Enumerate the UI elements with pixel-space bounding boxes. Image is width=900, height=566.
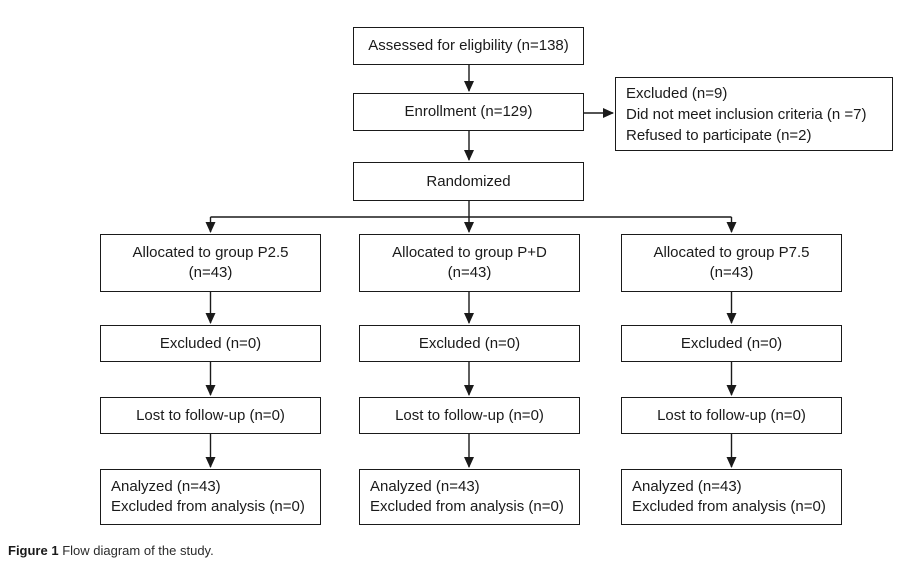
allocated-line: Allocated to group P7.5 [653, 244, 810, 261]
box-excluded-p-plus-d [359, 325, 580, 362]
figure-caption-label: Figure 1 [8, 543, 59, 558]
box-allocated-p2-5 [100, 234, 321, 292]
box-assessed-eligibility [353, 27, 584, 65]
analyzed-line: Excluded from analysis (n=0) [632, 498, 826, 515]
box-lost-followup-p-plus-d [359, 397, 580, 434]
analyzed-line: Excluded from analysis (n=0) [111, 498, 305, 515]
box-analyzed-p7-5 [621, 469, 842, 525]
box-excluded-p7-5 [621, 325, 842, 362]
figure-caption [8, 543, 214, 558]
box-analyzed-p-plus-d [359, 469, 580, 525]
box-lost-followup-p7-5 [621, 397, 842, 434]
box-analyzed-p2-5 [100, 469, 321, 525]
box-enrollment [353, 93, 584, 131]
box-allocated-p-plus-d [359, 234, 580, 292]
box-enrollment-exclusions [615, 77, 893, 151]
lost-followup-text: Lost to follow-up (n=0) [395, 406, 544, 424]
excluded-text: Excluded (n=0) [159, 334, 262, 352]
box-randomized [353, 162, 584, 201]
exclusion-line: Did not meet inclusion criteria (n =7) [626, 105, 867, 123]
allocated-line: Allocated to group P+D [392, 244, 547, 261]
allocated-line: Allocated to group P2.5 [132, 244, 289, 261]
lost-followup-text: Lost to follow-up (n=0) [136, 406, 285, 424]
lost-followup-text: Lost to follow-up (n=0) [657, 406, 806, 424]
assessed-text: Assessed for eligbility (n=138) [368, 37, 569, 54]
analyzed-line: Analyzed (n=43) [632, 478, 742, 495]
excluded-text: Excluded (n=0) [680, 334, 783, 352]
allocated-line: (n=43) [709, 264, 754, 281]
allocated-line: (n=43) [188, 264, 233, 281]
box-allocated-p7-5 [621, 234, 842, 292]
allocated-line: (n=43) [447, 264, 492, 281]
box-excluded-p2-5 [100, 325, 321, 362]
analyzed-line: Analyzed (n=43) [111, 478, 221, 495]
exclusion-line: Refused to participate (n=2) [626, 126, 812, 144]
analyzed-line: Analyzed (n=43) [370, 478, 480, 495]
enrollment-text: Enrollment (n=129) [404, 103, 533, 120]
randomized-text: Randomized [426, 172, 511, 190]
figure-caption-text: Flow diagram of the study. [62, 543, 214, 558]
box-lost-followup-p2-5 [100, 397, 321, 434]
analyzed-line: Excluded from analysis (n=0) [370, 498, 564, 515]
excluded-text: Excluded (n=0) [418, 334, 521, 352]
exclusion-line: Excluded (n=9) [626, 84, 728, 102]
